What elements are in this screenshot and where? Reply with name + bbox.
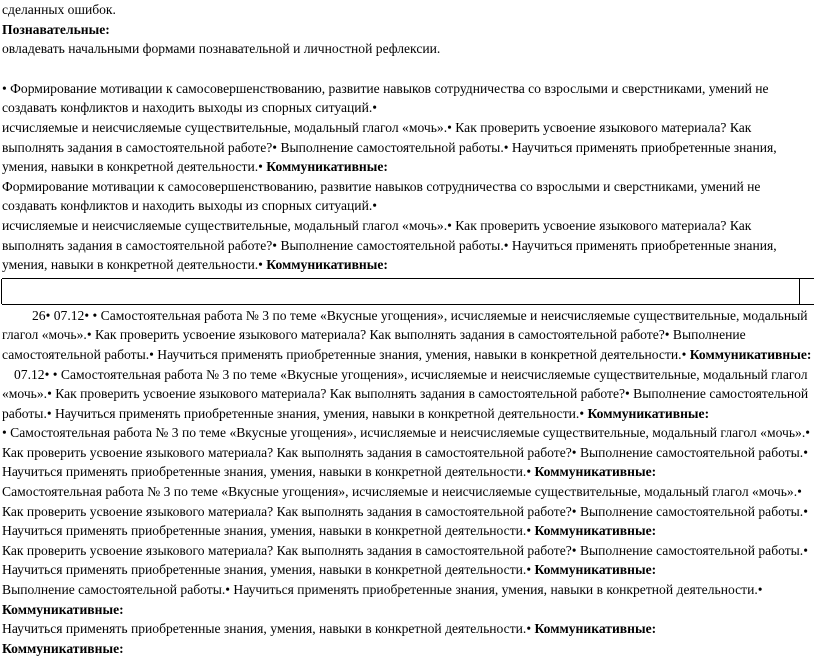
row-text: 07.12• • Самостоятельная работа № 3 по теме «Вкусные угощения», исчисляемые и неисчисляемые существительные, модальный глагол «мочь».• Как проверить усвоение языкового материала? Как выполнять задания в самостоятельной работе?• Выполнение самостоятельной работы.• Научиться применять приобретенные знания, умения, навыки в конкретной деятельности.• [2, 366, 809, 421]
row-text: Как проверить усвоение языкового материала? Как выполнять задания в самостоятельной работе?• Выполнение самостоятельной работы.• Научиться применять приобретенные знания, умения, навыки в конкретной деятельности.• [2, 542, 808, 578]
table-row [2, 580, 814, 619]
table-border-left [1, 279, 2, 304]
paragraph-text: исчисляемые и неисчисляемые существительные, модальный глагол «мочь».• Как проверить усвоение языкового материала? Как выполнять задания в самостоятельной работе?• Выполнение самостоятельной работы.• Научиться применять приобретенные знания, умения, навыки в конкретной деятельности.• [2, 119, 777, 175]
paragraph: • Формирование мотивации к самосовершенствованию, развитие навыков сотрудничества со взрослыми и сверстниками, умений не создавать конфликтов и находить выходы из спорных ситуаций.• [2, 80, 769, 116]
label-communicative: Коммуникативные: [534, 464, 657, 480]
table-border-row [2, 278, 814, 305]
paragraph [2, 216, 814, 275]
paragraph: Формирование мотивации к самосовершенствованию, развитие навыков сотрудничества со взрослыми и сверстниками, умений не создавать конфликтов и находить выходы из спорных ситуаций.• [2, 178, 761, 214]
table-border-right [799, 279, 800, 304]
label-communicative: Коммуникативные: [266, 257, 388, 273]
label-communicative: Коммуникативные: [534, 621, 657, 637]
table-row [2, 639, 814, 658]
table-row [2, 619, 814, 639]
row-text: Самостоятельная работа № 3 по теме «Вкусные угощения», исчисляемые и неисчисляемые существительные, модальный глагол «мочь».• Как проверить усвоение языкового материала? Как выполнять задания в самостоятельной работе?• Выполнение самостоятельной работы.• Научиться применять приобретенные знания, умения, навыки в конкретной деятельности.• [2, 484, 808, 539]
label-communicative: Коммуникативные: [534, 562, 657, 578]
paragraph-gap [2, 59, 814, 79]
section-heading-cognitive: Познавательные: [2, 21, 110, 37]
label-communicative: Коммуникативные: [266, 159, 388, 175]
text-line: сделанных ошибок. [2, 2, 116, 17]
table-row [2, 365, 814, 424]
table-row [2, 541, 814, 580]
row-text: 26• 07.12• • Самостоятельная работа № 3 по теме «Вкусные угощения», исчисляемые и неисчисляемые существительные, модальный глагол «мочь».• Как проверить усвоение языкового материала? Как выполнять задания в самостоятельной работе?• Выполнение самостоятельной работы.• Научиться применять приобретенные знания, умения, навыки в конкретной деятельности.• [2, 307, 808, 362]
table-row [2, 423, 814, 482]
table-row [2, 306, 814, 365]
table-row [2, 482, 814, 541]
text-line: овладевать начальными формами познавательной и личностной рефлексии. [2, 41, 441, 57]
label-communicative: Коммуникативные: [534, 523, 657, 539]
row-text: Научиться применять приобретенные знания, умения, навыки в конкретной деятельности.• [2, 621, 535, 637]
paragraph [2, 118, 814, 177]
paragraph-text: исчисляемые и неисчисляемые существительные, модальный глагол «мочь».• Как проверить усвоение языкового материала? Как выполнять задания в самостоятельной работе?• Выполнение самостоятельной работы.• Научиться применять приобретенные знания, умения, навыки в конкретной деятельности.• [2, 217, 777, 273]
row-text: Выполнение самостоятельной работы.• Научиться применять приобретенные знания, умения, навыки в конкретной деятельности.• [2, 582, 763, 598]
row-text: • Самостоятельная работа № 3 по теме «Вкусные угощения», исчисляемые и неисчисляемые существительные, модальный глагол «мочь».• Как проверить усвоение языкового материала? Как выполнять задания в самостоятельной работе?• Выполнение самостоятельной работы.• Научиться применять приобретенные знания, умения, навыки в конкретной деятельности.• [2, 425, 811, 480]
label-communicative: Коммуникативные: [587, 405, 710, 421]
label-communicative: Коммуникативные: [689, 346, 812, 362]
label-communicative: Коммуникативные: [2, 601, 124, 617]
label-communicative: Коммуникативные: [2, 640, 124, 656]
